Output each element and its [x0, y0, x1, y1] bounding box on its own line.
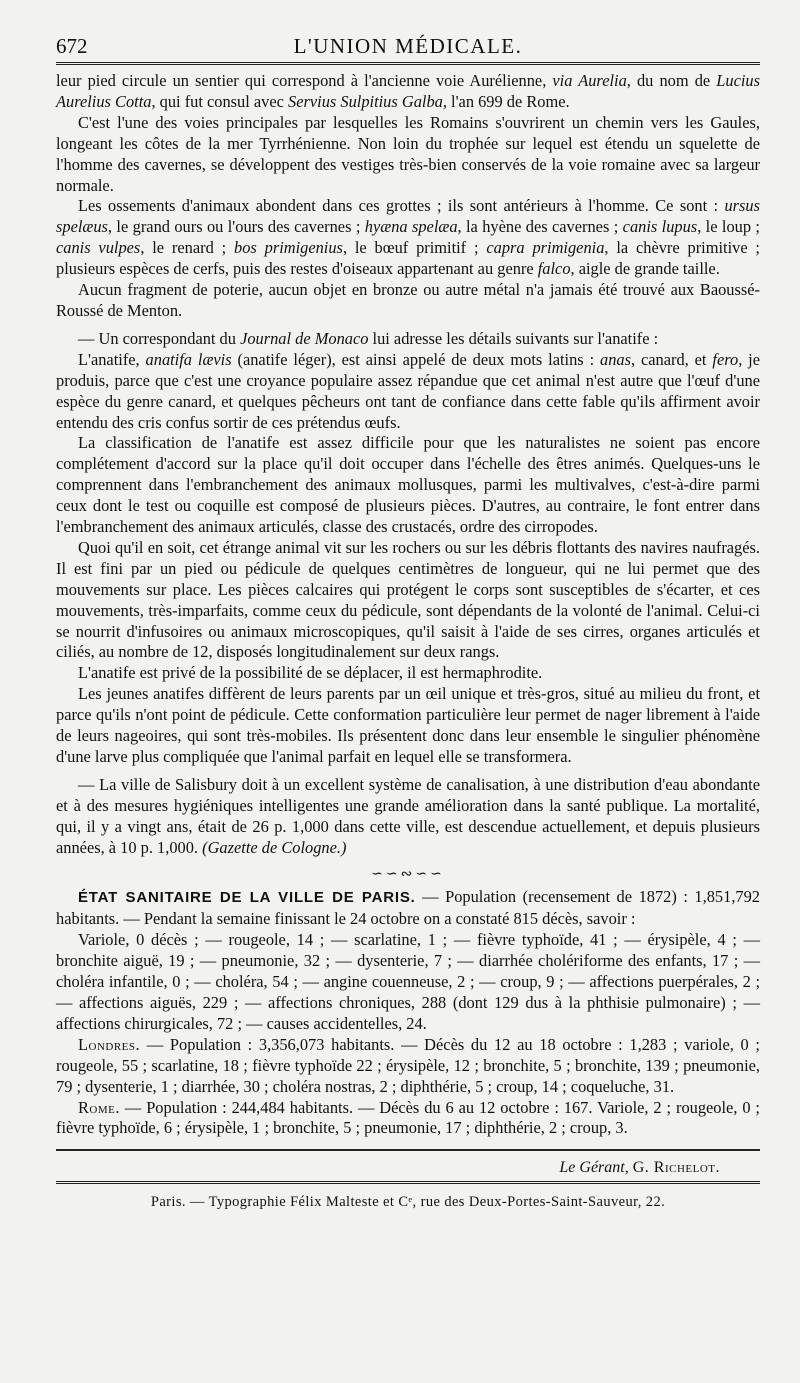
text-run: Les jeunes anatifes diffèrent de leurs parents par un œil unique et très-gros, situé au milieu du front, et parce qu'ils n'ont point de pédicule. Cette conformation particulière leur permet de nager librement à l'aide de leurs nageoires, qui sont très-mobiles. Ils présentent donc dans leur ensemble le singulier phénomène d'une larve plus compliquée que l'animal parfait en lequel elle se transformera.	[56, 684, 760, 766]
rome-text: — Population : 244,484 habitants. — Décès du 6 au 12 octobre : 167. Variole, 2 ; rougeole, 0 ; fièvre typhoïde, 6 ; érysipèle, 1 ; bronchite, 5 ; pneumonie, 17 ; diphthérie, 2 ; croup, 3.	[56, 1097, 760, 1138]
text-run: , du nom de	[626, 71, 717, 90]
italic-run: via Aurelia	[552, 71, 627, 90]
paragraph-anatife-etymology	[56, 350, 760, 434]
text-run: Quoi qu'il en soit, cet étrange animal vit sur les rochers ou sur les débris flottants des navires naufragés. Il est fini par un pied ou pédicule de quelques centimètres de longueur, qui ne lui permet que des mouvements sur place. Les pièces calcaires qui protégent le corps sont susceptibles de s'écarter, et ces mouvements, très-imparfaits, comme ceux du pédicule, sont dépendants de la volonté de l'animal. Celui-ci se nourrit d'infusoires ou animaux microscopiques, qu'il saisit à l'aide de ses cirres, organes articulés et ciliés, au nombre de 12, disposés longitudinalement sur deux rangs.	[56, 537, 760, 662]
paragraph-roman-road	[56, 113, 760, 197]
paragraph-no-pottery	[56, 280, 760, 322]
italic-run: ursus spelæus	[56, 196, 760, 237]
text-run: lui adresse les détails suivants sur l'anatife :	[368, 328, 659, 348]
paragraph-anatife-larvae	[56, 684, 760, 768]
paragraph-anatife-hermaphrodite	[56, 663, 760, 684]
italic-run: capra primigenia	[486, 238, 605, 258]
text-run: , la hyène des cavernes ;	[457, 217, 623, 237]
text-run: , je produis, parce que c'est une croyance populaire assez répandue que cet animal n'est autre que l'œuf d'une espèce du genre canard, et quelques pêcheurs ont tant de confiance dans cette fable qu'ils affirment avoir entendu des cris confus sortir de ces prétendus œufs.	[56, 349, 761, 432]
paragraph-via-aurelia	[56, 71, 760, 113]
signature-role: Le Gérant,	[559, 1159, 629, 1177]
paragraph-animal-bones	[56, 196, 760, 280]
paragraph-anatife-habitat	[56, 538, 760, 663]
text-run: , le renard ;	[140, 238, 235, 258]
paragraph-rome	[56, 1098, 760, 1140]
paragraph-anatife-classification	[56, 433, 760, 538]
text-run: L'anatife,	[78, 349, 146, 369]
text-run: Les ossements d'animaux abondent dans ces grottes ; ils sont antérieurs à l'homme. Ce sont :	[78, 196, 725, 216]
text-run: leur pied circule un sentier qui correspond à l'ancienne voie Aurélienne,	[56, 71, 553, 90]
ornament-divider: ∽∽∾∽∽	[371, 866, 445, 882]
imprint-rule	[56, 1181, 760, 1184]
paragraph-paris-deaths: Variole, 0 décès ; — rougeole, 14 ; — scarlatine, 1 ; — fièvre typhoïde, 41 ; — érysipèle, 4 ; — bronchite aiguë, 19 ; — pneumonie, 32 ; — dysenterie, 7 ; — diarrhée cholériforme des enfants, 17 ; — choléra infantile, 0 ; — choléra, 54 ; — angine couenneuse, 2 ; — croup, 9 ; — affections puerpérales, 2 ; — affections aiguës, 229 ; — affections chroniques, 288 (dont 129 dus à la phthisie pulmonaire) ; — affections chirurgicales, 72 ; — causes accidentelles, 24.	[56, 930, 760, 1033]
text-run: C'est l'une des voies principales par lesquelles les Romains s'ouvrirent un chemin vers les Gaules, longeant les côtes de la mer Tyrrhénienne. Non loin du trophée sur lequel est étendu un squelette de l'homme des cavernes, se développent des vestiges très-bien conservés de la voie romaine avec sa largeur normale.	[56, 112, 760, 195]
text-run: , le bœuf primitif ;	[342, 238, 487, 258]
printer-imprint: Paris. — Typographie Félix Malteste et Cᵉ, rue des Deux-Portes-Saint-Sauveur, 22.	[150, 1194, 666, 1211]
paragraph-monaco-correspondent	[56, 329, 760, 350]
text-run: , aigle de grande taille.	[570, 259, 720, 279]
italic-run: canis lupus	[622, 217, 698, 237]
italic-run: Journal de Monaco	[240, 328, 369, 348]
italic-run: anas	[600, 349, 631, 369]
text-run: Aucun fragment de poterie, aucun objet en bronze ou autre métal n'a jamais été trouvé aux Baoussé-Roussé de Menton.	[56, 280, 760, 320]
footer-rule	[56, 1149, 760, 1151]
london-text: — Population : 3,356,073 habitants. — Décès du 12 au 18 octobre : 1,283 ; variole, 0 ; rougeole, 55 ; scarlatine, 18 ; fièvre typhoïde 22 ; érysipèle, 12 ; bronchite, 5 ; bronchite, 139 ; pneumonie, 79 ; dysenterie, 1 ; diarrhée, 30 ; choléra nostras, 2 ; diphthérie, 5 ; croup, 14 ; coqueluche, 31.	[56, 1034, 760, 1096]
running-head	[56, 26, 760, 65]
sanitary-heading: ÉTAT SANITAIRE DE LA VILLE DE PARIS.	[78, 889, 416, 907]
text-run: — La ville de Salisbury doit à un excellent système de canalisation, à une distribution d'eau abondante et à des mesures hygiéniques intelligentes une grande amélioration dans la santé publique. La mortalité, qui, il y a vingt ans, était de 26 p. 1,000 dans cette ville, est descendue actuellement, et depuis plusieurs années, à 10 p. 1,000.	[56, 774, 760, 857]
italic-run: fero	[712, 349, 739, 369]
page-number: 672	[56, 34, 88, 58]
italic-run: Lucius Aurelius Cotta	[56, 71, 760, 111]
text-run: — Un correspondant du	[78, 328, 241, 348]
text-run: , qui fut consul avec	[151, 91, 289, 111]
text-run: , le loup ;	[697, 217, 760, 237]
rome-label: Rome.	[78, 1097, 120, 1117]
italic-run: anatifa lævis	[145, 349, 232, 369]
text-run: , la chèvre primitive ; plusieurs espèces de cerfs, puis des restes d'oiseaux appartenant au genre	[56, 238, 760, 279]
italic-run: Servius Sulpitius Galba	[288, 91, 443, 111]
text-run: , l'an 699 de Rome.	[442, 91, 570, 111]
london-label: Londres.	[78, 1034, 141, 1054]
text-run: L'anatife est privé de la possibilité de se déplacer, il est hermaphrodite.	[78, 663, 543, 683]
italic-run: (Gazette de Cologne.)	[202, 837, 347, 857]
text-run: , canard, et	[631, 349, 713, 369]
paragraph-paris-sanitary	[56, 887, 760, 930]
text-run: (anatife léger), est ainsi appelé de deux mots latins :	[231, 349, 601, 369]
text-run: La classification de l'anatife est assez difficile pour que les naturalistes ne soient pas encore complétement d'accord sur la place qu'il doit occuper dans l'échelle des êtres animés. Quelques-uns le comprennent dans l'embranchement des animaux mollusques, parmi les multivalves, c'est-à-dire parmi ceux dont le test ou coquille est composé de plusieurs pièces. D'autres, au contraire, le font entrer dans l'embranchement des animaux articulés, classe des crustacés, ordre des cirropodes.	[56, 433, 760, 537]
paragraph-salisbury	[56, 775, 760, 859]
italic-run: canis vulpes	[56, 238, 141, 258]
article-body	[56, 71, 760, 1139]
text-run: , le grand ours ou l'ours des cavernes ;	[107, 217, 365, 237]
italic-run: hyæna spelæa	[364, 217, 458, 237]
signature	[56, 1159, 760, 1177]
sanitary-intro: — Population (recensement de 1872) : 1,851,792 habitants. — Pendant la semaine finissant le 24 octobre on a constaté 815 décès, savoir :	[56, 887, 760, 929]
paragraph-london	[56, 1035, 760, 1098]
signature-name: G. Richelot.	[632, 1159, 720, 1177]
italic-run: falco	[537, 259, 571, 279]
italic-run: bos primigenius	[234, 238, 343, 258]
journal-title: L'UNION MÉDICALE.	[293, 34, 523, 58]
